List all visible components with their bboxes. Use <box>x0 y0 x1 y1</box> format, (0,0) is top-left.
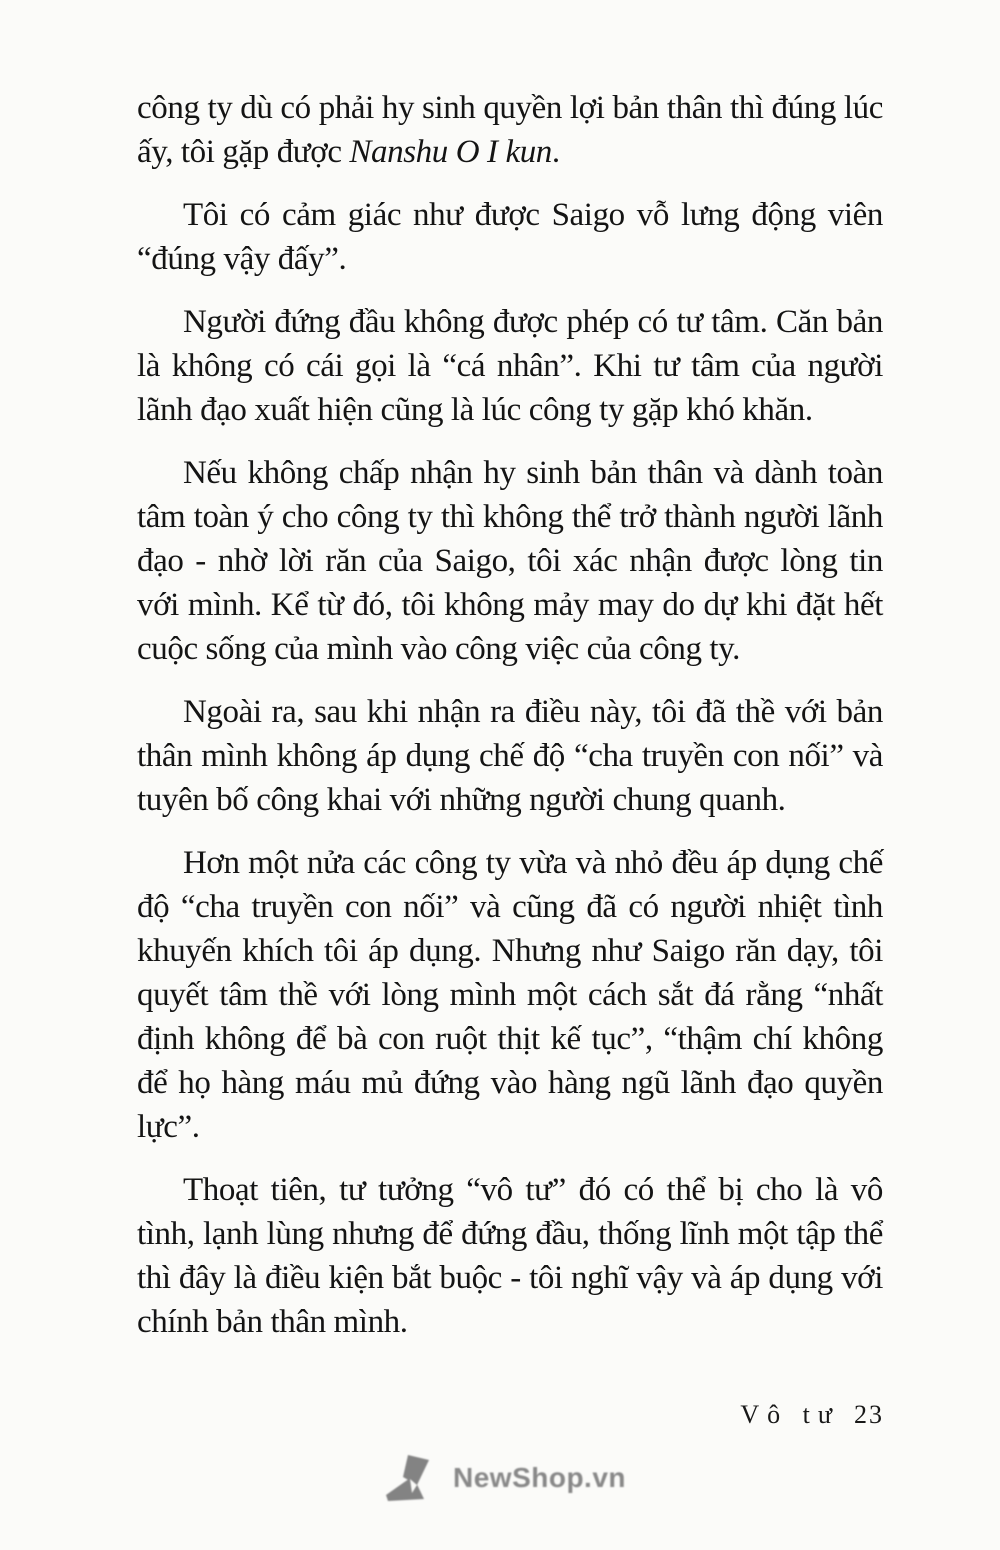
paragraph <box>137 300 883 432</box>
text-run: Tôi có cảm giác như được Saigo vỗ lưng động viên “đúng vậy đấy”. <box>137 197 883 277</box>
paragraph <box>137 86 883 174</box>
paragraph <box>137 1168 883 1344</box>
paragraph <box>137 193 883 281</box>
page-footer <box>740 1400 884 1430</box>
watermark-text: NewShop.vn <box>453 1462 627 1493</box>
text-run: Nếu không chấp nhận hy sinh bản thân và dành toàn tâm toàn ý cho công ty thì không thể trở thành người lãnh đạo - nhờ lời răn của Saigo, tôi xác nhận được lòng tin với mình. Kể từ đó, tôi không mảy may do dự khi đặt hết cuộc sống của mình vào công việc của công ty. <box>137 455 883 667</box>
running-footer-chapter-title: Vô tư <box>740 1400 840 1429</box>
text-run: . <box>551 134 560 170</box>
page-body-text <box>137 86 883 1363</box>
page-number: 23 <box>854 1400 884 1429</box>
text-run: Ngoài ra, sau khi nhận ra điều này, tôi đã thề với bản thân mình không áp dụng chế độ “cha truyền con nối” và tuyên bố công khai với những người chung quanh. <box>137 694 883 818</box>
text-run: Người đứng đầu không được phép có tư tâm. Căn bản là không có cái gọi là “cá nhân”. Khi tư tâm của người lãnh đạo xuất hiện cũng là lúc công ty gặp khó khăn. <box>137 304 883 428</box>
newshop-watermark <box>386 1455 626 1505</box>
text-run: Thoạt tiên, tư tưởng “vô tư” đó có thể bị cho là vô tình, lạnh lùng nhưng để đứng đầu, thống lĩnh một tập thể thì đây là điều kiện bắt buộc - tôi nghĩ vậy và áp dụng với chính bản thân mình. <box>137 1172 883 1340</box>
text-run: công ty dù có phải hy sinh quyền lợi bản thân thì đúng lúc ấy, tôi gặp được <box>137 90 883 170</box>
paragraph <box>137 841 883 1149</box>
newshop-logo-icon <box>386 1455 444 1505</box>
paragraph <box>137 451 883 671</box>
paragraph <box>137 690 883 822</box>
text-run: Hơn một nửa các công ty vừa và nhỏ đều áp dụng chế độ “cha truyền con nối” và cũng đã có người nhiệt tình khuyến khích tôi áp dụng. Nhưng như Saigo răn dạy, tôi quyết tâm thề với lòng mình một cách sắt đá rằng “nhất định không để bà con ruột thịt kế tục”, “thậm chí không để họ hàng máu mủ đứng vào hàng ngũ lãnh đạo quyền lực”. <box>137 845 883 1145</box>
italic-text-run: Nanshu O I kun <box>349 134 552 170</box>
